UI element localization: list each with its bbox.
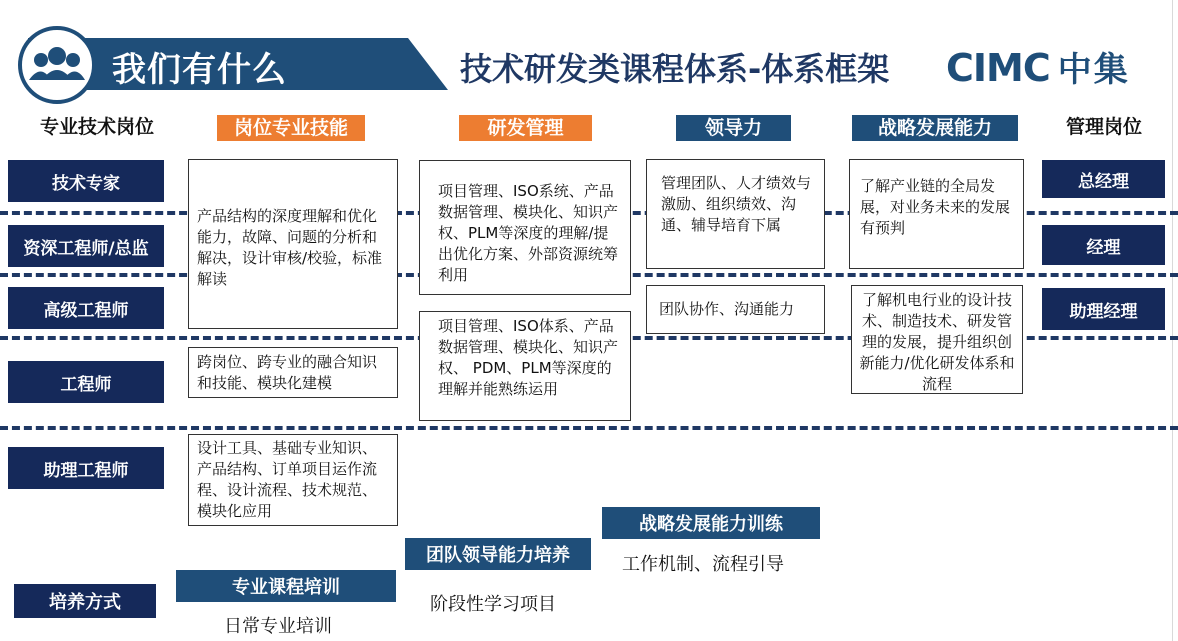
rd-box-senior: 项目管理、ISO系统、产品数据管理、模块化、知识产权、PLM等深度的理解/提出优化方案、外部资源统筹利用 [419,160,631,295]
level-divider [0,426,1178,430]
section-title: 我们有什么 [112,50,287,90]
company-logo [946,42,1130,91]
mgmt-level-manager: 经理 [1042,225,1165,265]
column-header-mgmt-positions: 管理岗位 [1065,116,1142,138]
page-title: 技术研发类课程体系-体系框架 [460,50,890,88]
training-title-strategy: 战略发展能力训练 [602,507,820,539]
leadership-box-engineer: 团队协作、沟通能力 [646,285,825,334]
column-header-strategy: 战略发展能力 [852,115,1018,141]
mgmt-level-assistant-manager: 助理经理 [1042,288,1165,330]
tech-level-assistant-engineer: 助理工程师 [8,447,164,489]
logo-cn: 中集 [1057,50,1130,90]
training-label: 培养方式 [14,584,156,618]
training-title-leadership: 团队领导能力培养 [405,538,591,570]
logo-en: CIMC [946,46,1050,90]
skills-box-engineer: 跨岗位、跨专业的融合知识和技能、模块化建模 [188,347,398,398]
strategy-box-senior: 了解产业链的全局发展，对业务未来的发展有预判 [849,159,1024,269]
skills-box-senior: 产品结构的深度理解和优化能力，故障、问题的分析和解决，设计审核/校验，标准解读 [188,159,398,329]
column-header-job-skills: 岗位专业技能 [217,115,365,141]
tech-level-senior-engineer: 高级工程师 [8,287,164,329]
rd-box-engineer: 项目管理、ISO体系、产品数据管理、模块化、知识产权、 PDM、PLM等深度的理解并能熟练运用 [419,311,631,421]
tech-level-expert: 技术专家 [8,160,164,202]
strategy-box-engineer: 了解机电行业的设计技术、制造技术、研发管理的发展，提升组织创新能力/优化研发体系和流程 [851,285,1023,394]
mgmt-level-general-manager: 总经理 [1042,160,1165,198]
skills-box-assistant: 设计工具、基础专业知识、产品结构、订单项目运作流程、设计流程、技术规范、模块化应用 [188,434,398,526]
column-header-leadership: 领导力 [676,115,791,141]
column-header-rd-management: 研发管理 [459,115,592,141]
tech-level-senior-director: 资深工程师/总监 [8,225,164,267]
people-group-icon [18,26,96,104]
training-title-professional: 专业课程培训 [176,570,396,602]
edge-divider [1172,0,1173,641]
leadership-box-senior: 管理团队、人才绩效与激励、组织绩效、沟通、辅导培育下属 [646,159,825,269]
tech-level-engineer: 工程师 [8,361,164,403]
training-desc-professional: 日常专业培训 [224,616,332,637]
training-desc-strategy: 工作机制、流程引导 [622,554,784,575]
column-header-tech-positions: 专业技术岗位 [39,116,154,138]
training-desc-leadership: 阶段性学习项目 [430,594,556,615]
